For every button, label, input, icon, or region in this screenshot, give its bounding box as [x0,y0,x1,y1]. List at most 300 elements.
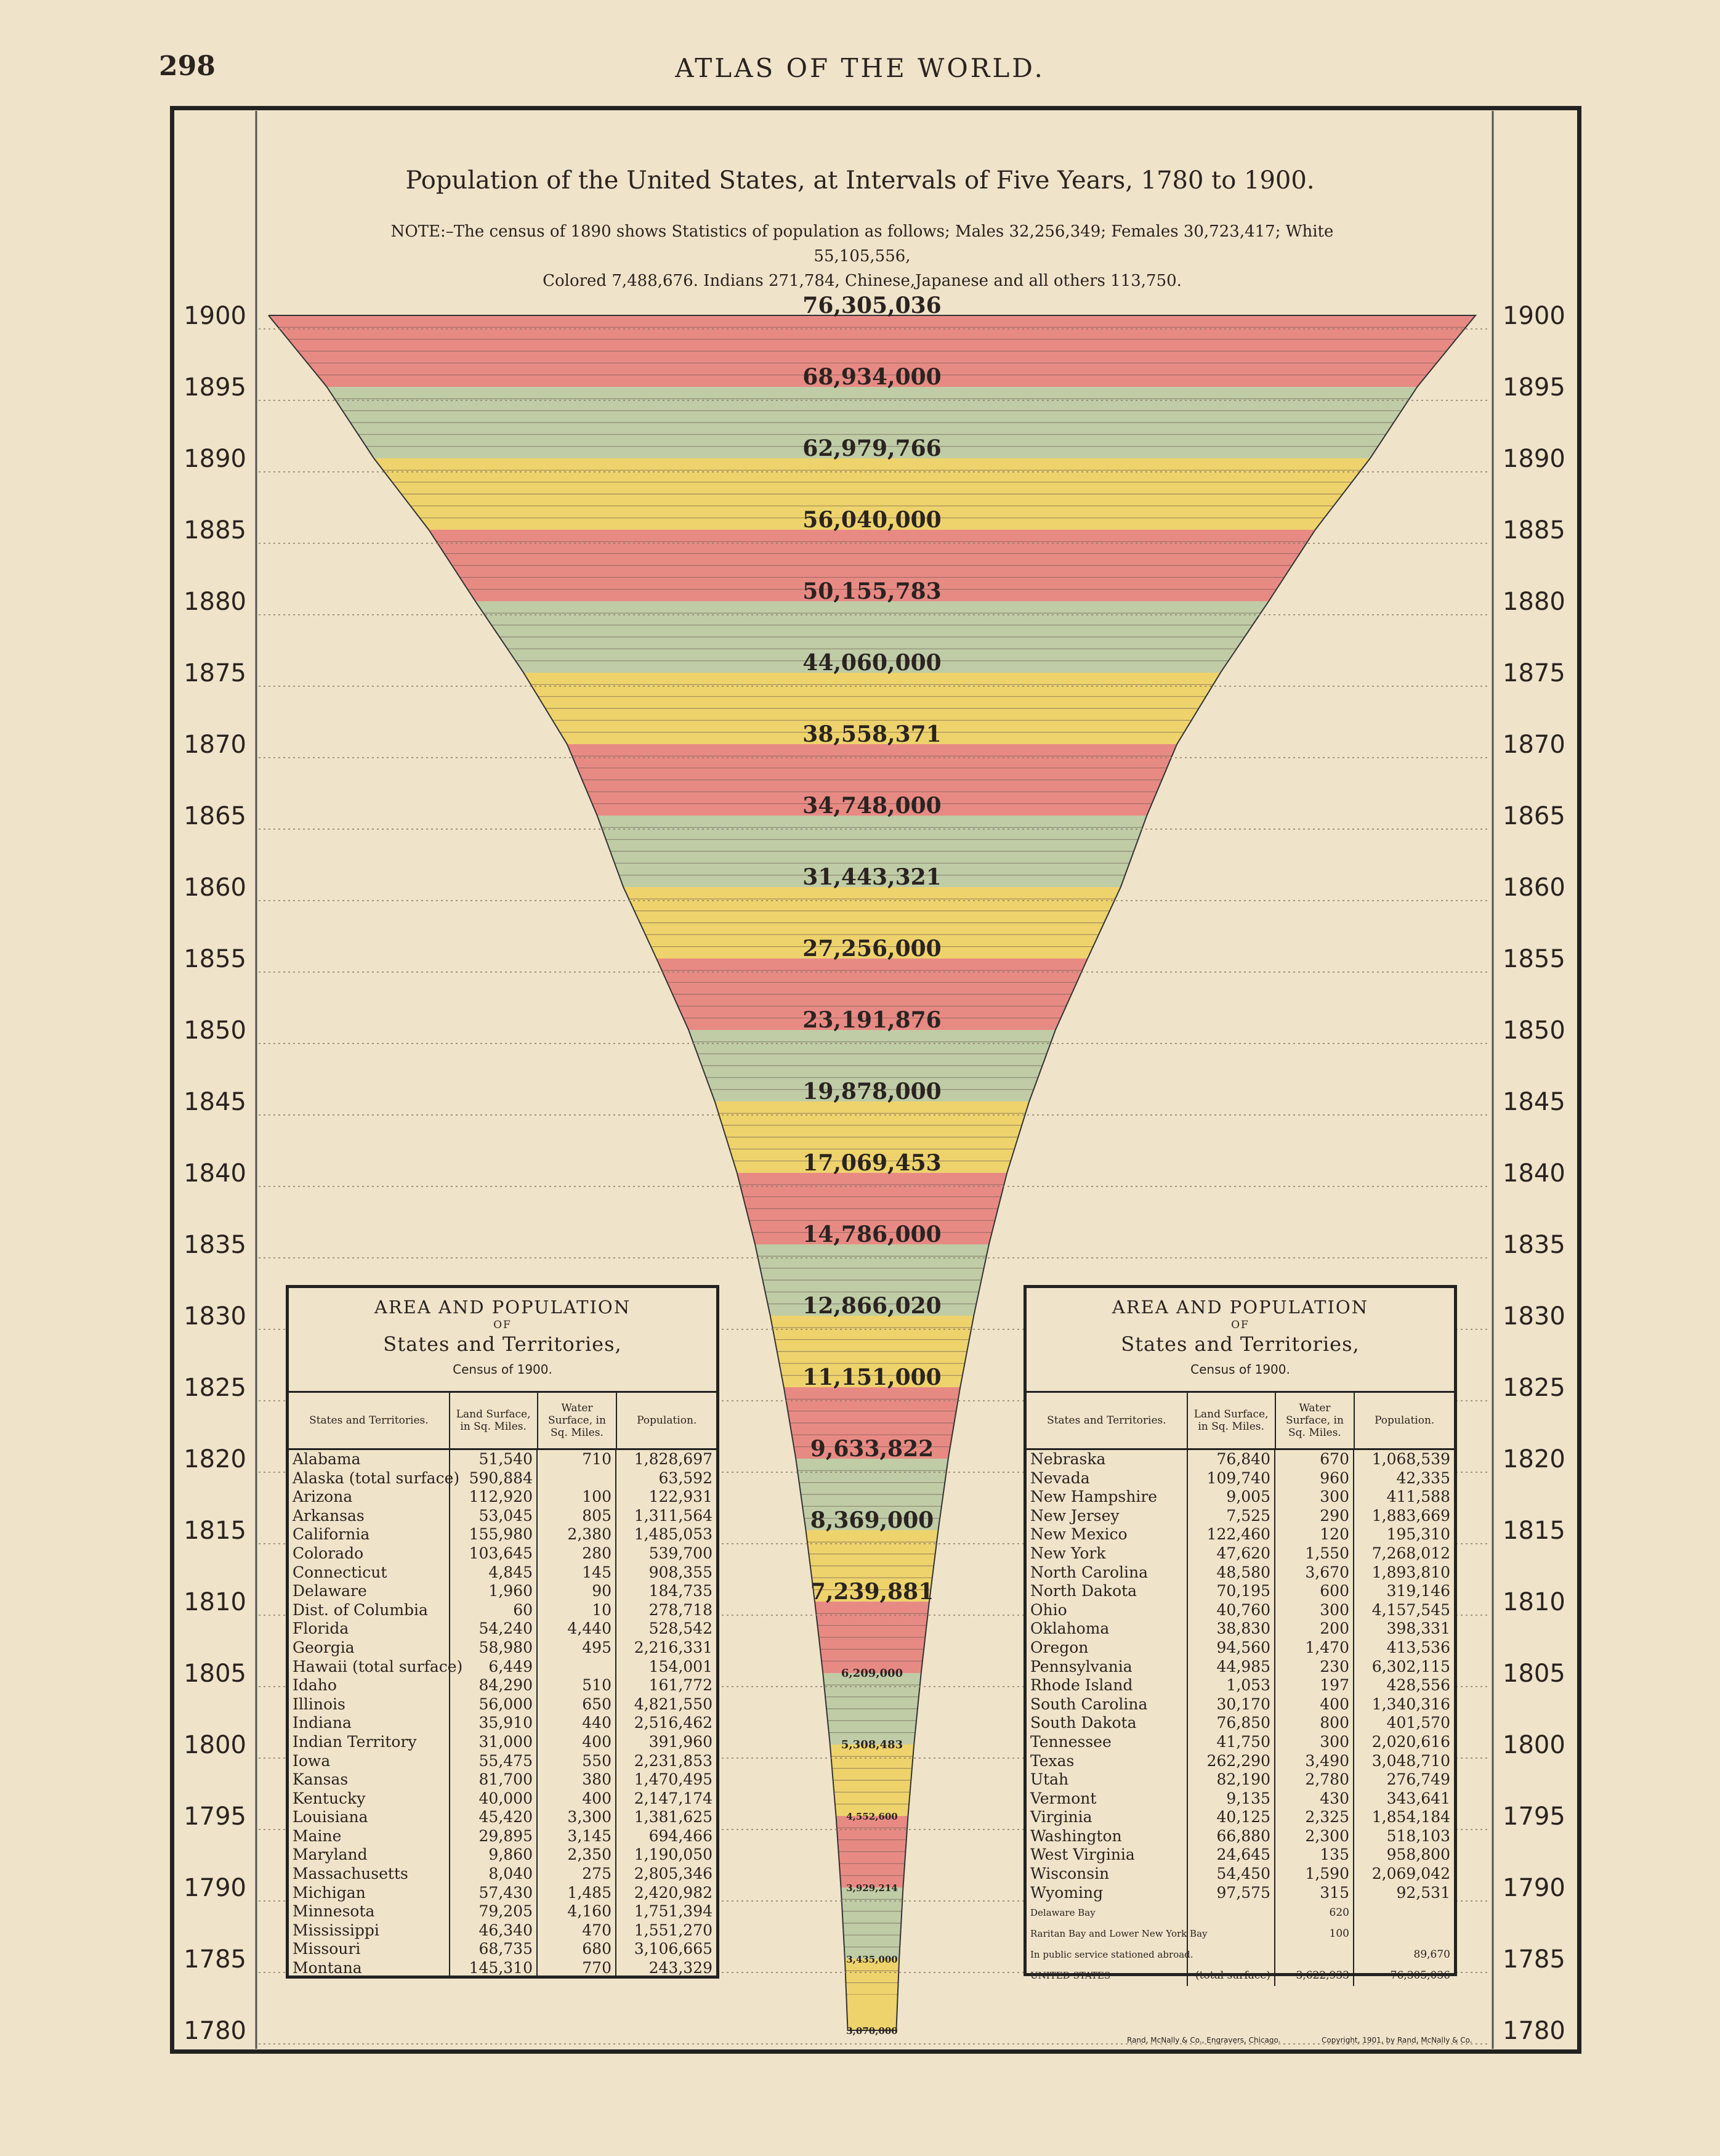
year-label-left: 1810 [184,1588,246,1616]
value-label: 9,633,822 [810,1436,934,1462]
water-surface: 300 [1275,1733,1354,1752]
col-header-population: Population. [1375,1414,1435,1427]
value-label: 68,934,000 [802,364,942,390]
year-label-right: 1870 [1503,731,1565,759]
year-label-right: 1835 [1503,1231,1565,1259]
table-rows [1027,1450,1454,1902]
population: 411,588 [1386,1488,1450,1506]
right-states-table [1024,1285,1457,1982]
land-surface: 155,980 [450,1525,538,1544]
state-name: Arkansas [289,1507,450,1526]
col-header-land: Land Surface, in Sq. Miles. [1188,1393,1276,1448]
land-surface [1188,1923,1275,1944]
population: 1,311,564 [634,1506,713,1525]
table-row [1027,1658,1454,1677]
state-name: Raritan Bay and Lower New York Bay [1027,1923,1188,1944]
state-name: Montana [289,1959,450,1978]
state-name: Massachusetts [289,1865,450,1884]
table-row [1027,1544,1454,1563]
water-surface: 3,490 [1275,1752,1354,1771]
state-name: Rhode Island [1027,1676,1188,1695]
land-surface: 1,960 [450,1582,538,1601]
state-name: Utah [1027,1770,1188,1789]
water-surface [538,1658,616,1677]
note-line-1: NOTE:–The census of 1890 shows Statistics of population as follows; Males 32,256,349; Females 30,723,417; White 55,105,556, [390,222,1334,265]
land-surface: 45,420 [450,1808,538,1827]
col-header-state: States and Territories. [1027,1393,1188,1448]
water-surface: 1,470 [1275,1639,1354,1658]
population: 2,516,462 [634,1714,713,1732]
year-label-right: 1780 [1503,2017,1565,2045]
water-surface: 135 [1275,1846,1354,1865]
land-surface: 79,205 [450,1902,538,1921]
state-name: Nebraska [1027,1450,1188,1469]
land-surface: 44,985 [1188,1658,1275,1677]
value-label: 34,748,000 [802,793,942,819]
year-label-right: 1885 [1503,516,1565,545]
table-row [289,1469,716,1488]
state-name: Nevada [1027,1469,1188,1488]
col-header-land: Land Surface, in Sq. Miles. [450,1393,538,1448]
year-label-right: 1840 [1503,1159,1565,1188]
year-label-left: 1825 [184,1374,246,1402]
state-name: North Dakota [1027,1582,1188,1601]
value-label: 3,435,000 [846,1954,898,1965]
water-surface: 2,780 [1275,1770,1354,1789]
water-surface: 510 [538,1676,616,1695]
year-label-left: 1780 [184,2017,246,2045]
water-surface: 800 [1275,1714,1354,1733]
water-surface: 1,550 [1275,1544,1354,1563]
population: 2,020,616 [1371,1732,1450,1751]
table-row [289,1827,716,1846]
state-name: Iowa [289,1752,450,1771]
year-label-left: 1885 [184,516,246,545]
state-name: Pennsylvania [1027,1658,1188,1677]
land-surface: 54,450 [1188,1865,1275,1884]
land-surface: 51,540 [450,1450,538,1469]
state-name: New Mexico [1027,1525,1188,1544]
year-label-left: 1895 [184,373,246,402]
population: 1,381,625 [634,1808,713,1826]
year-label-left: 1830 [184,1302,246,1331]
table-row [1027,1582,1454,1601]
population: 6,302,115 [1371,1657,1450,1676]
population: 1,751,394 [634,1902,713,1921]
state-name: Kentucky [289,1789,450,1809]
table-heading-2: OF [1231,1319,1250,1331]
table-row [1027,1695,1454,1714]
land-surface: 35,910 [450,1714,538,1733]
table-row [289,1770,716,1789]
land-surface: 24,645 [1188,1846,1275,1865]
population: 528,542 [648,1619,713,1638]
land-surface: 6,449 [450,1658,538,1677]
population: 2,805,346 [634,1865,713,1883]
year-label-left: 1815 [184,1517,246,1545]
value-label: 11,151,000 [802,1364,942,1390]
land-surface: 81,700 [450,1770,538,1789]
land-surface: 70,195 [1188,1582,1275,1601]
land-surface: 31,000 [450,1733,538,1752]
value-label: 23,191,876 [802,1007,942,1033]
year-label-left: 1870 [184,731,246,759]
table-row [289,1582,716,1601]
state-name: California [289,1525,450,1544]
population: 1,883,669 [1371,1506,1450,1525]
value-label: 27,256,000 [802,936,942,962]
land-surface: 58,980 [450,1639,538,1658]
year-label-left: 1875 [184,659,246,687]
population: 2,420,982 [634,1883,713,1902]
population: 92,531 [1396,1883,1450,1902]
table-row [289,1959,716,1978]
state-name: Dist. of Columbia [289,1601,450,1620]
land-surface: 112,920 [450,1488,538,1507]
value-label: 56,040,000 [802,507,942,533]
water-surface: 4,440 [538,1619,616,1639]
population: 63,592 [658,1469,713,1487]
state-name: New Jersey [1027,1507,1188,1526]
table-heading-3: States and Territories, [383,1332,622,1356]
table-row [289,1676,716,1695]
water-surface: 200 [1275,1619,1354,1639]
water-surface [538,1469,616,1488]
state-name: Delaware [289,1582,450,1601]
table-row [1027,1714,1454,1733]
water-surface: 290 [1275,1507,1354,1526]
land-surface: 7,525 [1188,1507,1275,1526]
population: 1,828,697 [634,1450,713,1468]
state-name: Oregon [1027,1639,1188,1658]
table-row [1027,1827,1454,1846]
population: 343,641 [1386,1789,1450,1807]
water-surface: 2,325 [1275,1808,1354,1827]
table-row [289,1752,716,1771]
year-label-right: 1880 [1503,588,1565,616]
year-label-right: 1865 [1503,802,1565,830]
table-row [289,1488,716,1507]
year-label-left: 1860 [184,873,246,902]
water-surface: 710 [538,1450,616,1469]
year-label-right: 1900 [1503,302,1565,330]
table-row [1027,1469,1454,1488]
table-header [1027,1288,1454,1393]
land-surface: 48,580 [1188,1563,1275,1583]
table-heading-4: Census of 1900. [1190,1362,1290,1377]
table-heading-3: States and Territories, [1121,1332,1360,1356]
year-label-right: 1785 [1503,1945,1565,1974]
water-surface: 680 [538,1940,616,1959]
population: 76,305,036 [1390,1969,1450,1982]
land-surface: 1,053 [1188,1676,1275,1695]
year-label-right: 1810 [1503,1588,1565,1616]
year-label-left: 1800 [184,1731,246,1759]
note-line-2: Colored 7,488,676. Indians 271,784, Chinese,Japanese and all others 113,750. [543,272,1182,290]
state-name: Ohio [1027,1601,1188,1620]
year-label-right: 1795 [1503,1802,1565,1831]
chart-note [345,219,1379,293]
land-surface: 590,884 [450,1469,538,1488]
state-name: UNITED STATES [1027,1965,1188,1986]
land-surface: 4,845 [450,1563,538,1583]
state-name: Idaho [289,1676,450,1695]
population: 7,268,012 [1371,1544,1450,1562]
table-heading-1: AREA AND POPULATION [1112,1297,1369,1318]
land-surface: 29,895 [450,1827,538,1846]
col-header-state: States and Territories. [289,1393,450,1448]
population: 319,146 [1386,1582,1450,1600]
population: 398,331 [1386,1619,1450,1638]
water-surface: 3,622,933 [1275,1965,1354,1986]
table-row [289,1714,716,1733]
table-row [289,1544,716,1563]
population: 539,700 [648,1544,713,1562]
table-row [1027,1733,1454,1752]
land-surface: 82,190 [1188,1770,1275,1789]
year-label-right: 1830 [1503,1302,1565,1331]
copyright-credit: Copyright, 1901, by Rand, McNally & Co. [1322,2036,1472,2045]
page-number: 298 [159,51,216,82]
year-label-left: 1820 [184,1445,246,1473]
water-surface: 1,485 [538,1884,616,1903]
value-label: 12,866,020 [802,1293,942,1319]
table-heading-2: OF [493,1319,512,1331]
table-row [289,1733,716,1752]
state-name: Kansas [289,1770,450,1789]
land-surface: 56,000 [450,1695,538,1714]
year-label-left: 1790 [184,1874,246,1902]
land-surface [1188,1944,1275,1965]
land-surface: 68,735 [450,1940,538,1959]
table-heading-1: AREA AND POPULATION [374,1297,631,1318]
population: 4,821,550 [634,1695,713,1713]
state-name: Georgia [289,1639,450,1658]
population: 195,310 [1386,1525,1450,1544]
year-label-left: 1835 [184,1231,246,1259]
population: 391,960 [648,1732,713,1751]
table-row [1027,1507,1454,1526]
table-row [1027,1789,1454,1809]
table-row [289,1902,716,1921]
population: 154,001 [648,1657,713,1676]
year-label-right: 1825 [1503,1374,1565,1402]
state-name: Louisiana [289,1808,450,1827]
water-surface: 100 [1275,1923,1354,1944]
land-surface: 8,040 [450,1865,538,1884]
table-row [1027,1488,1454,1507]
value-label: 4,552,600 [846,1811,898,1822]
population: 276,749 [1386,1770,1450,1789]
state-name: South Carolina [1027,1695,1188,1714]
table-row [1027,1450,1454,1469]
land-surface: 57,430 [450,1884,538,1903]
table-row [1027,1563,1454,1583]
table-row [289,1940,716,1959]
column-headers [1027,1393,1454,1450]
water-surface: 620 [1275,1902,1354,1923]
state-name: Arizona [289,1488,450,1507]
water-surface: 315 [1275,1884,1354,1903]
land-surface: 60 [450,1601,538,1620]
state-name: Indiana [289,1714,450,1733]
water-surface: 4,160 [538,1902,616,1921]
state-name: Connecticut [289,1563,450,1583]
table-heading-4: Census of 1900. [453,1362,552,1377]
land-surface: 47,620 [1188,1544,1275,1563]
population: 184,735 [648,1582,713,1600]
state-name: Oklahoma [1027,1619,1188,1639]
water-surface: 300 [1275,1488,1354,1507]
land-surface: 94,560 [1188,1639,1275,1658]
state-name: Washington [1027,1827,1188,1846]
population: 1,485,053 [634,1525,713,1544]
land-surface: 76,850 [1188,1714,1275,1733]
population: 2,069,042 [1371,1865,1450,1883]
running-head: ATLAS OF THE WORLD. [675,53,1045,83]
water-surface: 3,300 [538,1808,616,1827]
land-surface [1188,1902,1275,1923]
table-row [289,1921,716,1940]
population: 1,068,539 [1371,1450,1450,1468]
value-label: 3,929,214 [846,1882,898,1894]
state-name: Colorado [289,1544,450,1563]
water-surface: 400 [538,1733,616,1752]
value-label: 44,060,000 [802,650,942,676]
table-row [1027,1601,1454,1620]
year-label-right: 1875 [1503,659,1565,687]
state-name: Florida [289,1619,450,1639]
state-name: New York [1027,1544,1188,1563]
water-surface: 430 [1275,1789,1354,1809]
water-surface: 100 [538,1488,616,1507]
water-surface: 550 [538,1752,616,1771]
land-surface: 46,340 [450,1921,538,1940]
value-label: 76,305,036 [802,293,942,318]
year-label-left: 1865 [184,802,246,830]
state-name: Maryland [289,1846,450,1865]
state-name: Texas [1027,1752,1188,1771]
land-surface: 54,240 [450,1619,538,1639]
state-name: Alaska (total surface) [289,1469,450,1488]
col-header-population: Population. [637,1414,697,1427]
table-row [1027,1752,1454,1771]
water-surface: 275 [538,1865,616,1884]
land-surface: 76,840 [1188,1450,1275,1469]
chart-title: Population of the United States, at Intervals of Five Years, 1780 to 1900. [405,166,1315,195]
water-surface: 2,300 [1275,1827,1354,1846]
column-headers [289,1393,716,1450]
value-label: 14,786,000 [802,1222,942,1247]
value-label: 62,979,766 [802,436,942,461]
population: 1,340,316 [1371,1695,1450,1713]
water-surface: 120 [1275,1525,1354,1544]
state-name: Missouri [289,1940,450,1959]
table-row [289,1563,716,1583]
year-label-left: 1880 [184,588,246,616]
water-surface: 600 [1275,1582,1354,1601]
water-surface: 380 [538,1770,616,1789]
state-name: Wyoming [1027,1884,1188,1903]
year-label-left: 1890 [184,445,246,473]
year-label-right: 1815 [1503,1517,1565,1545]
value-label: 17,069,453 [802,1150,942,1176]
table-row [1027,1884,1454,1903]
population: 3,106,665 [634,1940,713,1958]
engraver-credit: Rand, McNally & Co., Engravers, Chicago. [1127,2036,1281,2045]
population: 4,157,545 [1371,1600,1450,1619]
population: 1,470,495 [634,1770,713,1789]
value-label: 8,369,000 [810,1507,934,1533]
state-name: In public service stationed abroad. [1027,1944,1188,1965]
population: 278,718 [648,1600,713,1619]
water-surface: 960 [1275,1469,1354,1488]
population: 518,103 [1386,1826,1450,1845]
state-name: North Carolina [1027,1563,1188,1583]
table-rows [289,1450,716,1978]
water-surface: 670 [1275,1450,1354,1469]
population: 1,190,050 [634,1846,713,1864]
table-row [1027,1944,1454,1965]
land-surface: 40,000 [450,1789,538,1809]
year-label-right: 1800 [1503,1731,1565,1759]
value-label: 50,155,783 [802,578,942,604]
year-label-right: 1860 [1503,873,1565,902]
water-surface: 145 [538,1563,616,1583]
land-surface: 262,290 [1188,1752,1275,1771]
water-surface: 280 [538,1544,616,1563]
table-row [289,1789,716,1809]
water-surface: 770 [538,1959,616,1978]
population: 2,216,331 [634,1638,713,1656]
value-label: 38,558,371 [802,721,942,747]
land-surface: 55,475 [450,1752,538,1771]
table-row [1027,1923,1454,1944]
table-row [1027,1865,1454,1884]
land-surface: 9,860 [450,1846,538,1865]
state-name: Tennessee [1027,1733,1188,1752]
population: 3,048,710 [1371,1751,1450,1770]
year-label-left: 1850 [184,1016,246,1045]
land-surface: 9,005 [1188,1488,1275,1507]
water-surface: 10 [538,1601,616,1620]
population: 413,536 [1386,1638,1450,1656]
population: 1,893,810 [1371,1563,1450,1581]
population: 428,556 [1386,1676,1450,1695]
year-label-right: 1890 [1503,445,1565,473]
population: 958,800 [1386,1846,1450,1864]
table-extra-rows [1027,1902,1454,1986]
table-row [1027,1770,1454,1789]
table-row [289,1846,716,1865]
year-label-left: 1855 [184,945,246,973]
population: 1,854,184 [1371,1808,1450,1826]
value-label: 6,209,000 [841,1667,903,1680]
value-label: 19,878,000 [802,1079,942,1104]
year-label-left: 1840 [184,1159,246,1188]
population: 2,231,853 [634,1751,713,1770]
water-surface: 470 [538,1921,616,1940]
population: 694,466 [648,1826,713,1845]
year-label-left: 1900 [184,302,246,330]
state-name: Vermont [1027,1789,1188,1809]
table-row [1027,1639,1454,1658]
state-name: Delaware Bay [1027,1902,1188,1923]
state-name: Indian Territory [289,1733,450,1752]
year-label-right: 1790 [1503,1874,1565,1902]
value-label: 7,239,881 [810,1579,934,1605]
table-row [289,1507,716,1526]
